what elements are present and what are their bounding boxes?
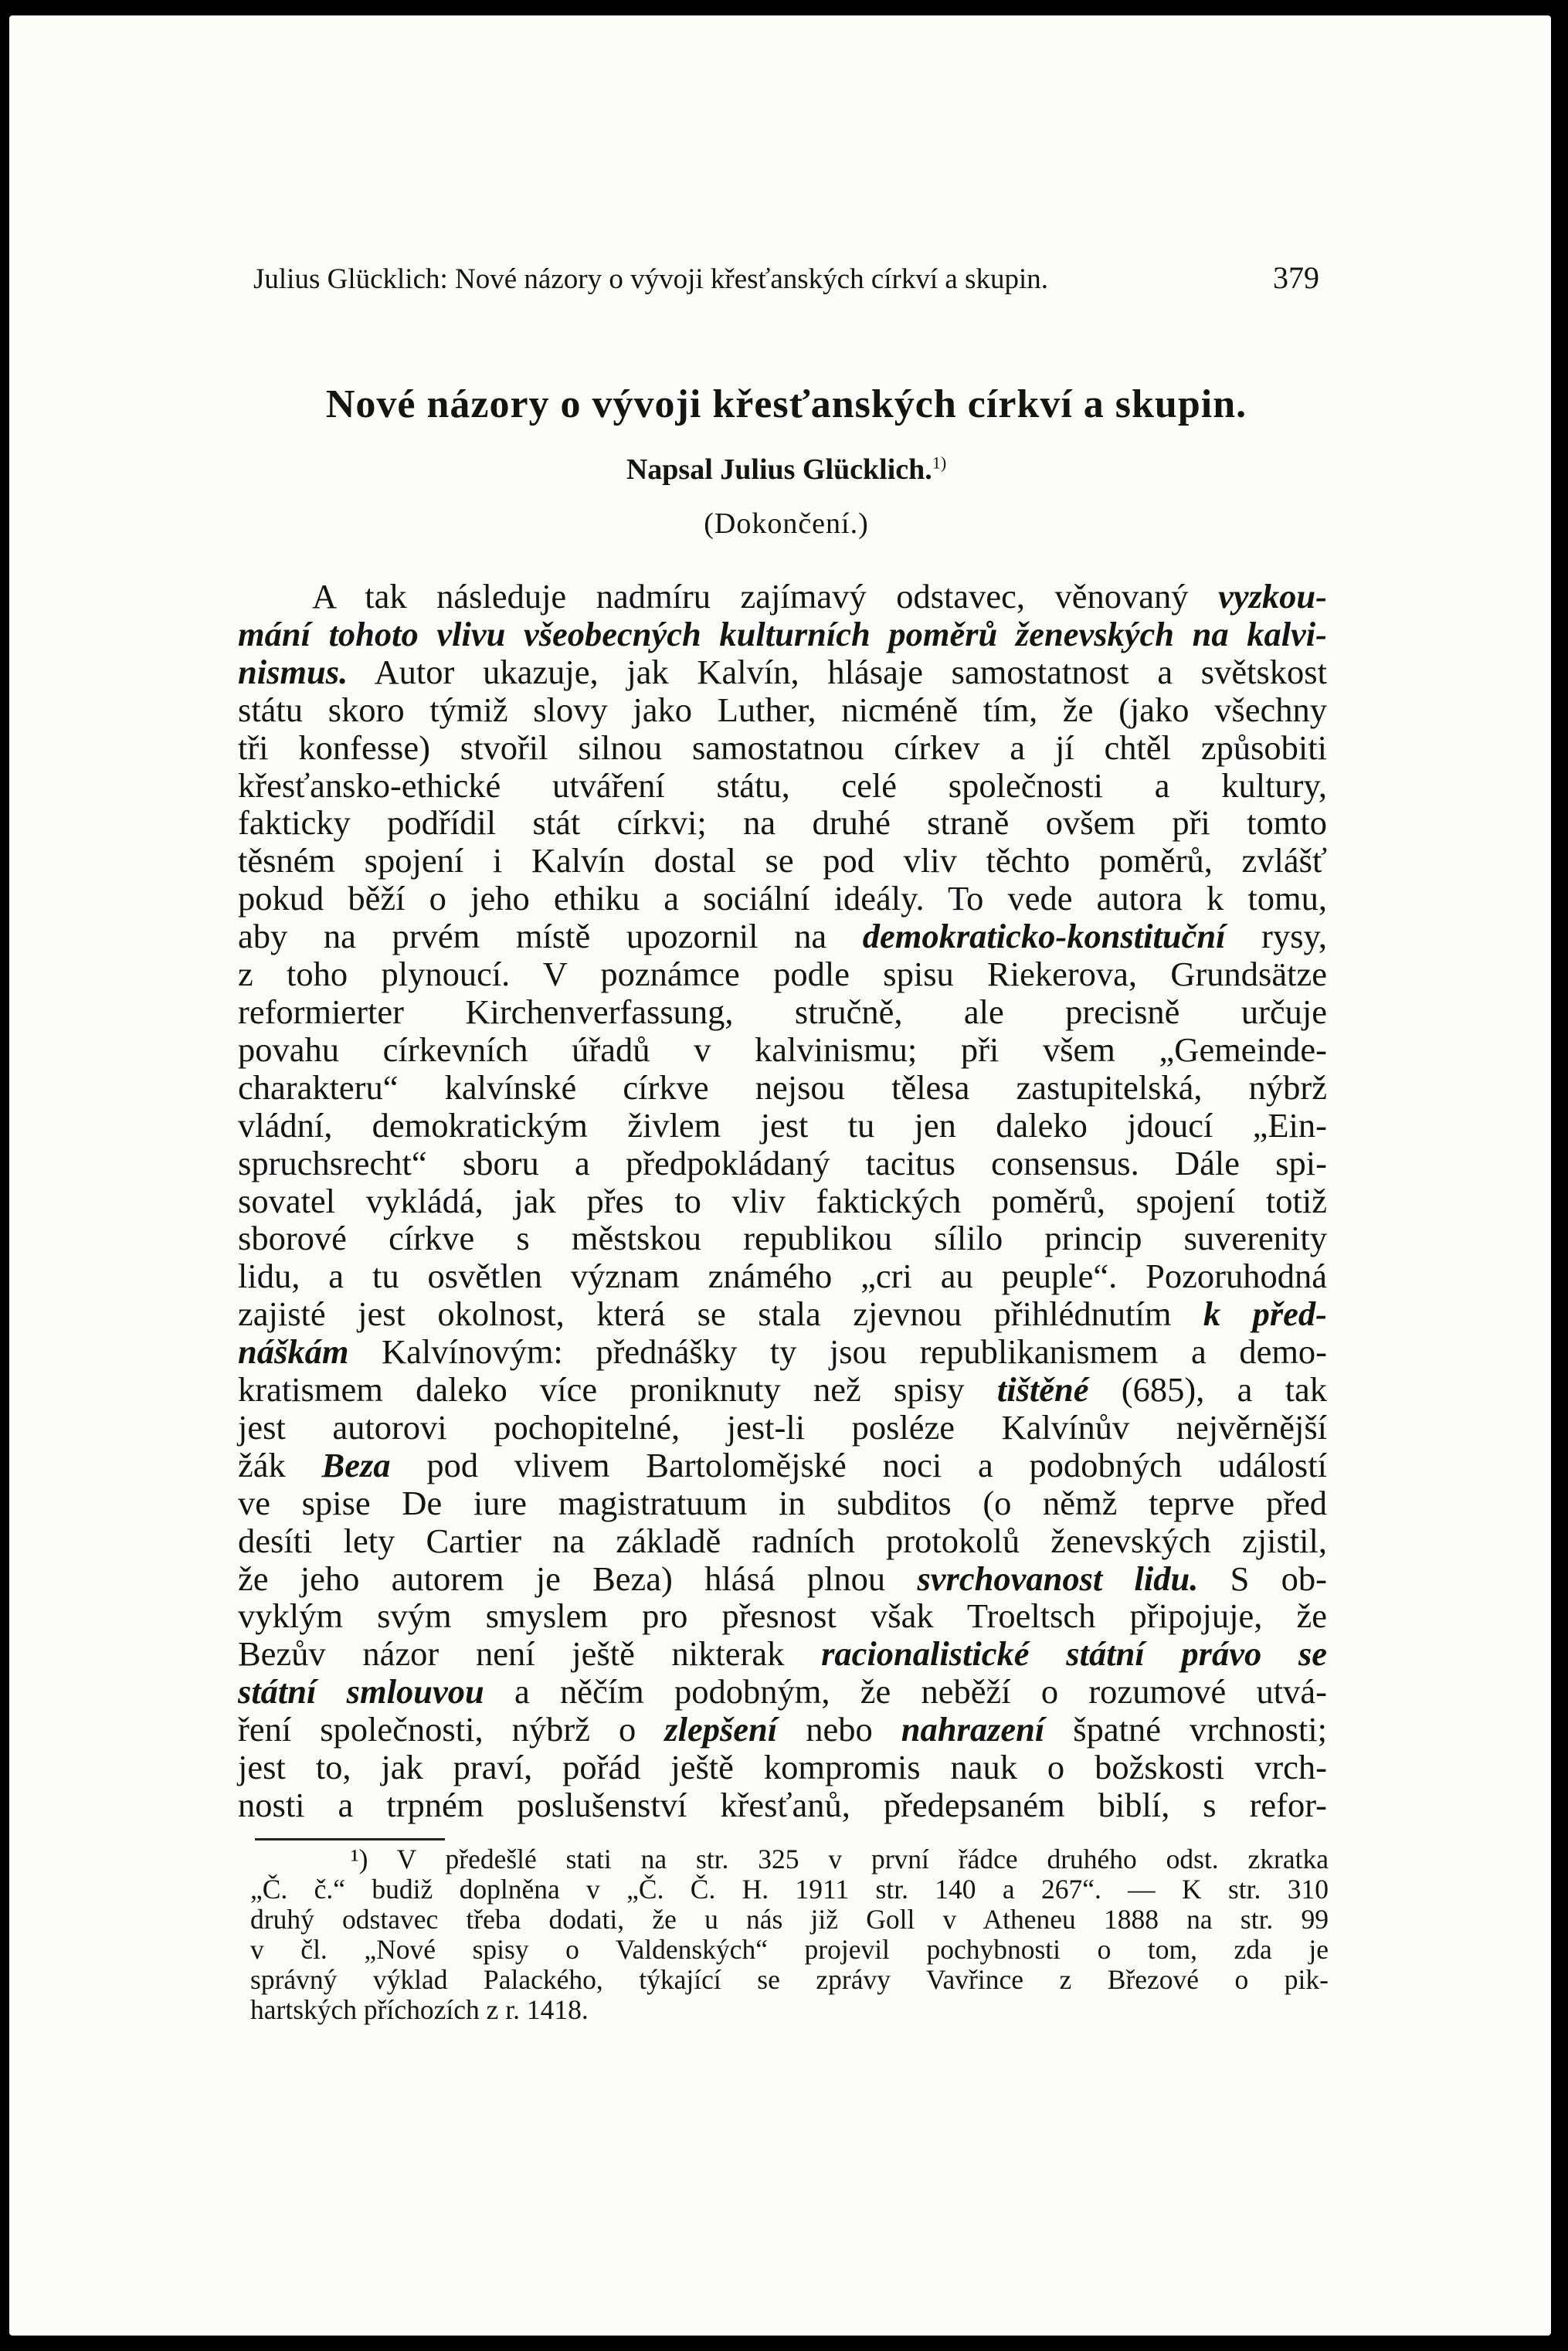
text-line	[238, 1447, 1327, 1484]
text-run: státu skoro týmiž slovy jako Luther, nicméně tím, že (jako všechny	[238, 690, 1327, 729]
text-run: pod vlivem Bartolomějské noci a podobných událostí	[390, 1445, 1327, 1484]
text-run: jest autorovi pochopitelné, jest-li posléze Kalvínův nejvěrnější	[238, 1407, 1327, 1447]
italic-text: demokraticko-konstituční	[862, 917, 1226, 956]
text-line	[238, 880, 1327, 918]
text-line	[238, 842, 1327, 880]
text-run: nosti a trpném poslušenství křesťanů, předepsaném biblí, s refor-	[238, 1786, 1327, 1824]
text-line	[238, 804, 1327, 842]
text-line	[238, 918, 1327, 955]
text-line	[238, 729, 1327, 767]
text-line	[238, 1107, 1327, 1145]
text-run: spruchsrecht“ sboru a předpokládaný tacitus consensus. Dále spi-	[238, 1143, 1327, 1182]
byline	[253, 453, 1319, 487]
byline-text: Napsal Julius Glücklich.	[626, 453, 932, 486]
text-line	[238, 1220, 1327, 1257]
text-line	[238, 1673, 1327, 1711]
italic-text: náškám	[238, 1332, 349, 1372]
text-run: sborové církve s městskou republikou sílilo princip suverenity	[238, 1219, 1327, 1258]
footnote-line: ¹) V předešlé stati na str. 325 v první řádce druhého odst. zkratka	[351, 1844, 1329, 1874]
text-run: charakteru“ kalvínské církve nejsou tělesa zastupitelská, nýbrž	[238, 1067, 1327, 1107]
text-run: a něčím podobným, že neběží o rozumové utvá-	[484, 1672, 1327, 1712]
continued-note: (Dokončení.)	[704, 507, 869, 540]
italic-text: tištěné	[996, 1370, 1089, 1410]
footnote-line: „Č. č.“ budiž doplněna v „Č. Č. H. 1911 str. 140 a 267“. — K str. 310	[250, 1874, 1329, 1905]
italic-text: Beza	[321, 1445, 391, 1484]
text-line	[238, 1371, 1327, 1409]
footnote-line: správný výklad Palackého, týkající se zprávy Vavřince z Březové o pik-	[250, 1964, 1329, 1995]
text-run: lidu, a tu osvětlen význam známého „cri au peuple“. Pozoruhodná	[238, 1257, 1327, 1296]
text-line	[238, 1257, 1327, 1295]
italic-text: racionalistické státní právo se	[821, 1634, 1328, 1674]
text-line	[238, 1409, 1327, 1447]
text-run: S ob-	[1198, 1559, 1327, 1598]
text-line	[238, 1145, 1327, 1182]
text-line	[238, 1069, 1327, 1107]
text-run: A tak následuje nadmíru zajímavý odstavec, věnovaný	[312, 577, 1219, 616]
text-line	[238, 1031, 1327, 1069]
text-line	[238, 767, 1327, 805]
text-run: rysy,	[1225, 917, 1327, 956]
text-run: sovatel vykládá, jak přes to vliv faktických poměrů, spojení totiž	[238, 1181, 1327, 1220]
text-line	[238, 955, 1327, 993]
italic-text: vyzkou-	[1218, 577, 1327, 616]
running-head-text: Julius Glücklich: Nové názory o vývoji křesťanských církví a skupin.	[253, 263, 1049, 295]
text-run: křesťansko-ethické utváření státu, celé společnosti a kultury,	[238, 765, 1327, 805]
text-line	[238, 1597, 1327, 1635]
text-run: ve spise De iure magistratuum in subditos (o němž teprve před	[238, 1483, 1327, 1522]
text-run: desíti lety Cartier na základě radních protokolů ženevských zjistil,	[238, 1521, 1327, 1560]
italic-text: zlepšení	[664, 1710, 778, 1749]
text-line	[238, 1522, 1327, 1560]
text-run: kratismem daleko více proniknuty než spisy	[238, 1370, 997, 1410]
text-run: z toho plynoucí. V poznámce podle spisu Riekerova, Grundsätze	[238, 955, 1327, 994]
text-line	[238, 1711, 1327, 1749]
text-run: Bezův názor není ještě nikterak	[238, 1634, 822, 1674]
text-line	[238, 1484, 1327, 1522]
text-run: jest to, jak praví, pořád ještě kompromis nauk o božskosti vrch-	[238, 1748, 1327, 1787]
page-number: 379	[1273, 260, 1319, 295]
footnote	[250, 1844, 1329, 2025]
footnote-line: druhý odstavec třeba dodati, že u nás již Goll v Atheneu 1888 na str. 99	[250, 1904, 1329, 1935]
text-run: Autor ukazuje, jak Kalvín, hlásaje samostatnost a světskost	[348, 652, 1327, 691]
text-run: pokud běží o jeho ethiku a sociální ideály. To vede autora k tomu,	[238, 879, 1327, 918]
text-run: zajisté jest okolnost, která se stala zjevnou přihlédnutím	[238, 1294, 1203, 1334]
text-run: reformierter Kirchenverfassung, stručně, ale precisně určuje	[238, 992, 1327, 1031]
text-run: těsném spojení i Kalvín dostal se pod vliv těchto poměrů, zvlášť	[238, 841, 1327, 880]
text-line	[238, 1749, 1327, 1786]
footnote-separator	[255, 1838, 445, 1840]
text-run: že jeho autorem je Beza) hlásá plnou	[238, 1559, 918, 1598]
italic-text: státní smlouvou	[238, 1672, 484, 1712]
text-line	[238, 1560, 1327, 1598]
footnote-line: v čl. „Nové spisy o Valdenských“ projevil pochybnosti o tom, zda je	[250, 1934, 1329, 1965]
text-line	[238, 1786, 1327, 1824]
article-title: Nové názory o vývoji křesťanských církví a skupin.	[325, 382, 1247, 426]
text-run: nebo	[777, 1710, 901, 1749]
text-line	[238, 616, 1327, 653]
text-run: (685), a tak	[1088, 1370, 1327, 1410]
text-line	[238, 578, 1327, 616]
footnote-line: hartských příchozích z r. 1418.	[250, 1994, 589, 2025]
text-line	[238, 1333, 1327, 1371]
text-run: Kalvínovým: přednášky ty jsou republikanismem a demo-	[348, 1332, 1327, 1372]
italic-text: svrchovanost lidu.	[917, 1559, 1199, 1598]
book-page	[9, 15, 1551, 2336]
text-line	[238, 1182, 1327, 1220]
italic-text: k před-	[1203, 1294, 1327, 1334]
running-head	[253, 260, 1319, 296]
text-run: povahu církevních úřadů v kalvinismu; při všem „Gemeinde-	[238, 1030, 1327, 1069]
text-line	[238, 993, 1327, 1031]
text-run: aby na prvém místě upozornil na	[238, 917, 863, 956]
article-body	[238, 578, 1327, 1824]
text-line	[238, 691, 1327, 729]
italic-text: nahrazení	[901, 1710, 1045, 1749]
text-line	[238, 1635, 1327, 1673]
italic-text: nismus.	[238, 652, 348, 691]
text-run: špatné vrchnosti;	[1044, 1710, 1327, 1749]
text-run: tři konfesse) stvořil silnou samostatnou církev a jí chtěl způsobiti	[238, 728, 1327, 767]
footnote-mark: 1)	[932, 453, 947, 473]
text-run: ření společnosti, nýbrž o	[238, 1710, 665, 1749]
italic-text: mání tohoto vlivu všeobecných kulturních poměrů ženevských na kalvi-	[238, 614, 1327, 653]
text-run: žák	[238, 1445, 322, 1484]
text-line	[238, 653, 1327, 691]
text-run: vládní, demokratickým živlem jest tu jen daleko jdoucí „Ein-	[238, 1105, 1327, 1145]
text-run: fakticky podřídil stát církvi; na druhé straně ovšem při tomto	[238, 803, 1327, 843]
text-line	[238, 1295, 1327, 1333]
text-run: vyklým svým smyslem pro přesnost však Troeltsch připojuje, že	[238, 1596, 1327, 1636]
